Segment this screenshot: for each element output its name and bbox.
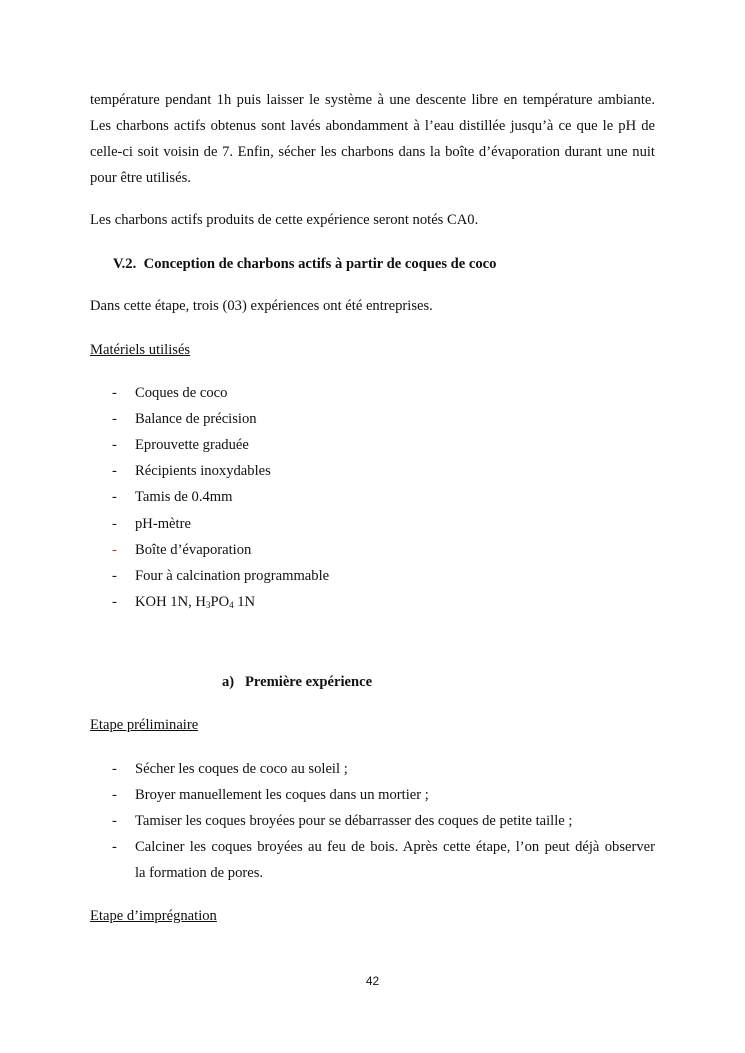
page-number: 42 [365,974,380,988]
list-item: - Tamiser les coques broyées pour se débarrasser des coques de petite taille ; [112,813,573,829]
list-item: - Calciner les coques broyées au feu de bois. Après cette étape, l’on peut déjà observer [112,839,655,855]
paragraph-line: température pendant 1h puis laisser le système à une descente libre en température ambiante. [90,92,655,108]
section-heading [113,255,496,273]
paragraph: Les charbons actifs produits de cette expérience seront notés CA0. [90,212,479,228]
list-item: - Four à calcination programmable [112,568,330,584]
list-item: - Sécher les coques de coco au soleil ; [112,761,348,777]
list-item: - Balance de précision [112,411,257,427]
list-item: - Coques de coco [112,385,228,401]
list-item: - Eprouvette graduée [112,437,249,453]
list-item: - Broyer manuellement les coques dans un mortier ; [112,787,429,803]
list-item-continuation: la formation de pores. [135,865,264,881]
subsection-heading: a) Première expérience [222,674,373,690]
list-item: - KOH 1N, $H_3PO_4$ 1N [112,594,256,610]
list-item: - pH-mètre [112,516,191,532]
paragraph-line: celle-ci soit voisin de 7. Enfin, sécher les charbons dans la boîte d’évaporation durant une nuit [90,144,655,160]
impregnation-heading: Etape d’imprégnation [90,908,217,924]
list-item: - Boîte d’évaporation [112,542,252,558]
list-item: - Tamis de 0.4mm [112,489,233,505]
prelim-heading: Etape préliminaire [90,717,199,733]
materials-heading: Matériels utilisés [90,342,191,358]
section-number: V.2. [113,256,137,272]
paragraph: Dans cette étape, trois (03) expériences ont été entreprises. [90,298,433,314]
list-item: - Récipients inoxydables [112,463,271,479]
paragraph-line: pour être utilisés. [90,170,191,186]
paragraph-line: Les charbons actifs obtenus sont lavés abondamment à l’eau distillée jusqu’à ce que le pH de [90,118,655,134]
section-title: Conception de charbons actifs à partir de coques de coco [143,256,497,272]
